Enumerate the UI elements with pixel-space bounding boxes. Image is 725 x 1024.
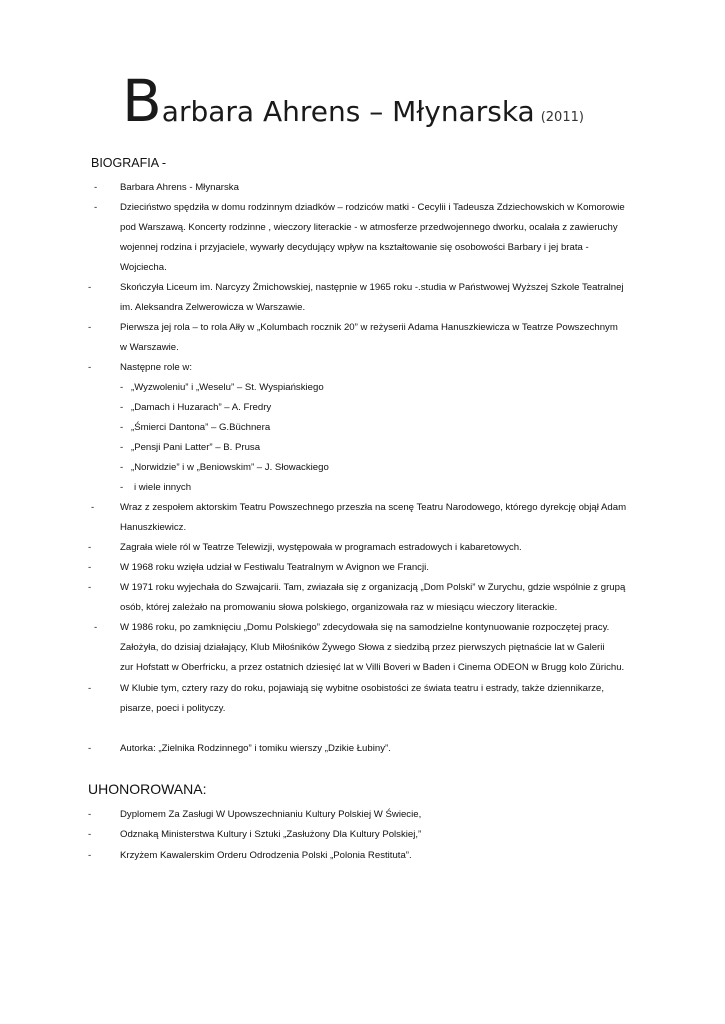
biography-line: Wraz z zespołem aktorskim Teatru Powszechnego przeszła na scenę Teatru Narodowego, którego dyrekcję objął Adam [120, 502, 627, 513]
honor-dash: - [88, 829, 92, 840]
biography-line: zur Hofstatt w Oberfricku, a przez ostatnich dziesięć lat w Villi Boveri w Baden i Cinema ODEON w Brugg kolo Zürichu. [120, 662, 625, 673]
role-item: „Norwidzie” i w „Beniowskim” – J. Słowackiego [131, 462, 329, 473]
role-item: „Śmierci Dantona” – G.Büchnera [131, 422, 271, 433]
role-item: „Pensji Pani Latter” – B. Prusa [131, 442, 261, 453]
biography-line: W 1986 roku, po zamknięciu „Domu Polskiego” zdecydowała się na samodzielne kontynuowanie rozpoczętej pracy. [120, 622, 610, 633]
honor-item: Krzyżem Kawalerskim Orderu Odrodzenia Polski „Polonia Restituta”. [120, 850, 412, 861]
role-item: i wiele innych [134, 482, 192, 493]
biography-line: Wojciecha. [120, 262, 167, 273]
biography-line: wojennej rodzina i przyjaciele, wywarły decydujący wpływ na kształtowanie się osobowości Barbary i jej brata - [120, 242, 589, 253]
role-dash: - [120, 482, 124, 493]
title-text: arbara Ahrens – Młynarska [161, 95, 535, 128]
role-dash: - [120, 402, 124, 413]
role-dash: - [120, 382, 124, 393]
list-dash: - [88, 282, 92, 293]
list-dash: - [88, 743, 92, 754]
biography-line: W 1971 roku wyjechała do Szwajcarii. Tam, zwiazała się z organizacją „Dom Polski” w Zurychu, gdzie wspólnie z grupą [120, 582, 626, 593]
biography-line: Dzieciństwo spędziła w domu rodzinnym dziadków – rodziców matki - Cecylii i Tadeusza Zdziechowskich w Komorowie [120, 202, 625, 213]
list-dash: - [94, 622, 98, 633]
list-dash: - [91, 502, 95, 513]
biography-line: osób, której zależało na promowaniu słowa polskiego, organizowała raz w miesiącu wieczory literackie. [120, 602, 558, 613]
biography-line: Hanuszkiewicz. [120, 522, 187, 533]
biography-line: im. Aleksandra Zelwerowicza w Warszawie. [120, 302, 306, 313]
title-initial: B [122, 67, 162, 135]
role-dash: - [120, 442, 124, 453]
list-dash: - [88, 582, 92, 593]
biography-line: pisarze, poeci i polityczy. [120, 703, 226, 714]
biography-line: Pierwsza jej rola – to rola Ałły w „Kolumbach rocznik 20” w reżyserii Adama Hanuszkiewicza w Teatrze Powszechnym [120, 322, 618, 333]
list-dash: - [94, 202, 98, 213]
honor-item: Odznaką Ministerstwa Kultury i Sztuki „Zasłużony Dla Kultury Polskiej,” [120, 829, 422, 840]
biography-line: W Klubie tym, cztery razy do roku, pojawiają się wybitne osobistości ze świata teatru i estrady, także dziennikarze, [120, 683, 604, 694]
biography-heading: BIOGRAFIA - [91, 156, 167, 170]
honor-item: Dyplomem Za Zasługi W Upowszechnianiu Kultury Polskiej W Świecie, [120, 809, 422, 820]
list-dash: - [88, 683, 92, 694]
role-item: „Wyzwoleniu” i „Weselu” – St. Wyspiańskiego [131, 382, 324, 393]
list-dash: - [88, 542, 92, 553]
honors-heading: UHONOROWANA: [88, 781, 207, 797]
honor-dash: - [88, 809, 92, 820]
biography-line: pod Warszawą. Koncerty rodzinne , wieczory literackie - w atmosferze przedwojennego dworku, ocalała z zawieruchy [120, 222, 618, 233]
honor-dash: - [88, 850, 92, 861]
biography-line: W 1968 roku wzięła udział w Festiwalu Teatralnym w Avignon we Francji. [120, 562, 429, 573]
list-dash: - [88, 562, 92, 573]
role-dash: - [120, 462, 124, 473]
role-dash: - [120, 422, 124, 433]
biography-line: Zagrała wiele ról w Teatrze Telewizji, występowała w programach estradowych i kabaretowych. [120, 542, 522, 553]
biography-line: Następne role w: [120, 362, 192, 373]
document-title [122, 67, 584, 135]
list-dash: - [94, 182, 98, 193]
role-item: „Damach i Huzarach” – A. Fredry [131, 402, 272, 413]
list-dash: - [88, 362, 92, 373]
title-year: (2011) [540, 110, 584, 125]
biography-line: w Warszawie. [120, 342, 179, 353]
biography-line: Autorka: „Zielnika Rodzinnego” i tomiku wierszy „Dzikie Łubiny”. [120, 743, 391, 754]
list-dash: - [88, 322, 92, 333]
biography-line: Barbara Ahrens - Młynarska [120, 182, 239, 193]
biography-line: Założyła, do dzisiaj działający, Klub Miłośników Żywego Słowa z siedzibą przez pierwszych piętnaście lat w Galerii [120, 642, 605, 653]
biography-line: Skończyła Liceum im. Narcyzy Żmichowskiej, następnie w 1965 roku -.studia w Państwowej Wyższej Szkole Teatralnej [120, 282, 624, 293]
